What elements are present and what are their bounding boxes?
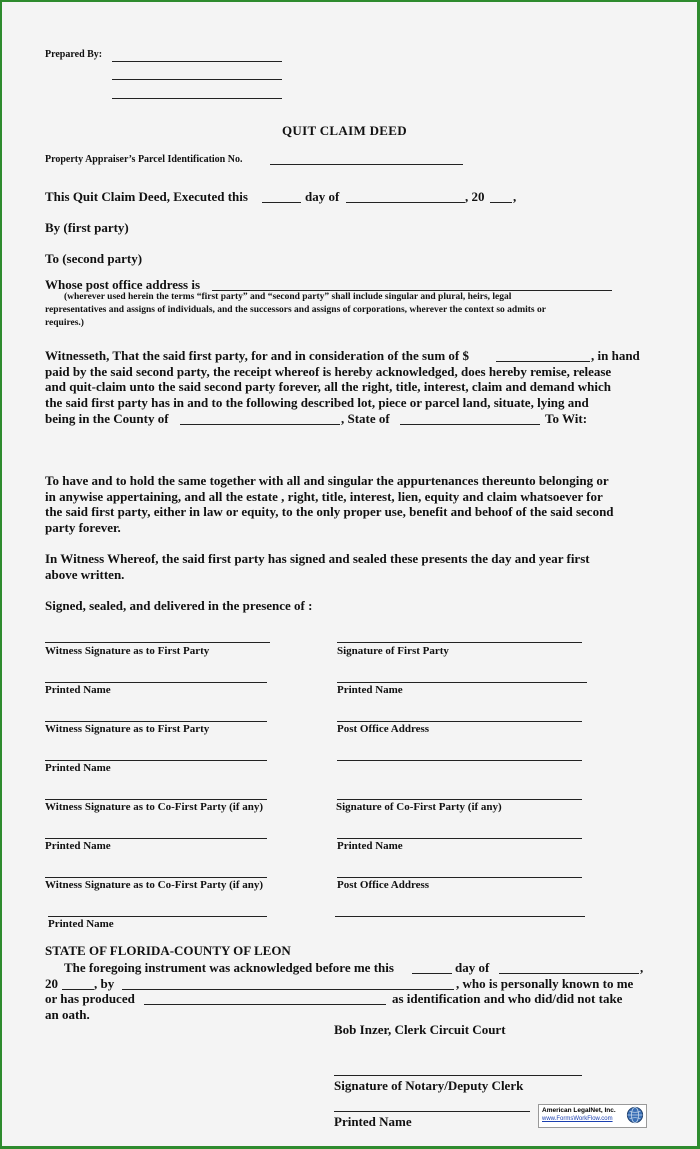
sig-label-left-4: Printed Name <box>45 762 111 774</box>
sig-line-right-2 <box>337 682 587 683</box>
ack-year-prefix: 20 <box>45 976 58 991</box>
executed-day-blank <box>262 202 301 203</box>
ack-id-blank <box>144 1004 386 1005</box>
logo-url[interactable]: www.FormsWorkFlow.com <box>542 1116 613 1122</box>
sig-label-left-5: Witness Signature as to Co-First Party (if any) <box>45 801 264 813</box>
state-blank <box>400 424 540 425</box>
sig-line-right-7 <box>337 877 582 878</box>
sig-label-left-8: Printed Name <box>48 918 114 930</box>
witnesseth-county: being in the County of <box>45 411 169 426</box>
notary-printed-label: Printed Name <box>334 1114 412 1129</box>
sig-label-left-6: Printed Name <box>45 840 111 852</box>
to-have-line-4: party forever. <box>45 520 121 535</box>
ack-has-produced: or has produced <box>45 991 135 1006</box>
in-witness-line-1: In Witness Whereof, the said first party has signed and sealed these presents the day and year first <box>45 551 590 566</box>
executed-month-blank <box>346 202 465 203</box>
sig-label-left-1: Witness Signature as to First Party <box>45 645 210 657</box>
document-title: QUIT CLAIM DEED <box>282 123 407 138</box>
ack-name-blank <box>122 989 454 990</box>
witnesseth-to-wit: To Wit: <box>545 411 588 426</box>
executed-prefix: This Quit Claim Deed, Executed this <box>45 189 248 204</box>
sig-label-left-2: Printed Name <box>45 684 111 696</box>
notary-sig-line <box>334 1075 582 1076</box>
prepared-by-label: Prepared By: <box>45 49 103 60</box>
executed-end: , <box>513 189 517 204</box>
sig-label-right-7: Post Office Address <box>337 879 430 891</box>
acknowledged-text: The foregoing instrument was acknowledged before me this <box>64 960 394 975</box>
executed-year-blank <box>490 202 512 203</box>
sig-label-left-3: Witness Signature as to First Party <box>45 723 210 735</box>
wherever-line-2: representatives and assigns of individuals, and the successors and assigns of corporations, wherever the context so admits or <box>45 305 546 315</box>
post-office-label: Whose post office address is <box>45 277 201 292</box>
parcel-blank <box>270 164 463 165</box>
sig-label-right-5: Signature of Co-First Party (if any) <box>336 801 502 813</box>
sig-line-left-7 <box>45 877 267 878</box>
sig-line-left-5 <box>45 799 267 800</box>
prepared-by-line-2 <box>112 79 282 80</box>
sig-line-left-2 <box>45 682 267 683</box>
second-party-label: To (second party) <box>45 251 143 266</box>
ack-by: , by <box>94 976 115 991</box>
sig-line-right-1 <box>337 642 582 643</box>
post-office-blank <box>212 290 612 291</box>
ack-identification: as identification and who did/did not take <box>392 991 623 1006</box>
sum-blank <box>496 361 590 362</box>
ack-oath: an oath. <box>45 1007 90 1022</box>
notary-printed-line <box>334 1111 530 1112</box>
ack-comma: , <box>640 960 644 975</box>
witnesseth-in-hand: , in hand <box>591 348 640 363</box>
ack-personally-known: , who is personally known to me <box>456 976 634 991</box>
wherever-line-3: requires.) <box>45 318 84 328</box>
notary-signature-label: Signature of Notary/Deputy Clerk <box>334 1078 524 1093</box>
prepared-by-line-3 <box>112 98 282 99</box>
sig-line-left-8 <box>48 916 267 917</box>
sig-line-right-4 <box>337 760 582 761</box>
sig-line-left-3 <box>45 721 267 722</box>
county-blank <box>180 424 340 425</box>
clerk-name: Bob Inzer, Clerk Circuit Court <box>334 1022 506 1037</box>
first-party-label: By (first party) <box>45 220 129 235</box>
state-heading: STATE OF FLORIDA-COUNTY OF LEON <box>45 943 291 958</box>
sig-line-right-8 <box>335 916 585 917</box>
american-legalnet-logo <box>538 1104 647 1128</box>
ack-day-of: day of <box>455 960 490 975</box>
sig-line-right-5 <box>337 799 582 800</box>
sig-label-left-7: Witness Signature as to Co-First Party (if any) <box>45 879 264 891</box>
globe-icon <box>626 1106 644 1124</box>
to-have-line-3: the said first party, either in law or equity, to the only proper use, benefit and behoof of the said second <box>45 504 614 519</box>
executed-day-of: day of <box>305 189 340 204</box>
executed-year-prefix: , 20 <box>465 189 485 204</box>
witnesseth-state: , State of <box>341 411 390 426</box>
sig-line-left-1 <box>45 642 270 643</box>
to-have-line-2: in anywise appertaining, and all the estate , right, title, interest, lien, equity and claim whatsoever for <box>45 489 603 504</box>
sig-line-left-4 <box>45 760 267 761</box>
prepared-by-line-1 <box>112 61 282 62</box>
sig-line-right-6 <box>337 838 582 839</box>
ack-month-blank <box>499 973 639 974</box>
witnesseth-line-1: Witnesseth, That the said first party, for and in consideration of the sum of $ <box>45 348 469 363</box>
to-have-line-1: To have and to hold the same together with all and singular the appurtenances thereunto belonging or <box>45 473 609 488</box>
witnesseth-line-3: and quit-claim unto the said second party forever, all the right, title, interest, claim and demand which <box>45 379 611 394</box>
ack-day-blank <box>412 973 452 974</box>
sig-line-right-3 <box>337 721 582 722</box>
sig-label-right-2: Printed Name <box>337 684 403 696</box>
ack-year-blank <box>62 989 94 990</box>
wherever-line-1: (wherever used herein the terms “first party” and “second party” shall include singular and plural, heirs, legal <box>64 292 512 302</box>
signed-sealed-label: Signed, sealed, and delivered in the presence of : <box>45 598 313 613</box>
parcel-label: Property Appraiser’s Parcel Identification No. <box>45 154 243 165</box>
sig-label-right-1: Signature of First Party <box>337 645 449 657</box>
sig-line-left-6 <box>45 838 267 839</box>
witnesseth-line-4: the said first party has in and to the following described lot, piece or parcel land, situate, lying and <box>45 395 589 410</box>
sig-label-right-3: Post Office Address <box>337 723 430 735</box>
logo-company: American LegalNet, Inc. <box>542 1107 616 1114</box>
sig-label-right-6: Printed Name <box>337 840 403 852</box>
witnesseth-line-2: paid by the said second party, the receipt whereof is hereby acknowledged, does hereby remise, release <box>45 364 612 379</box>
in-witness-line-2: above written. <box>45 567 125 582</box>
document-page <box>2 2 697 1146</box>
